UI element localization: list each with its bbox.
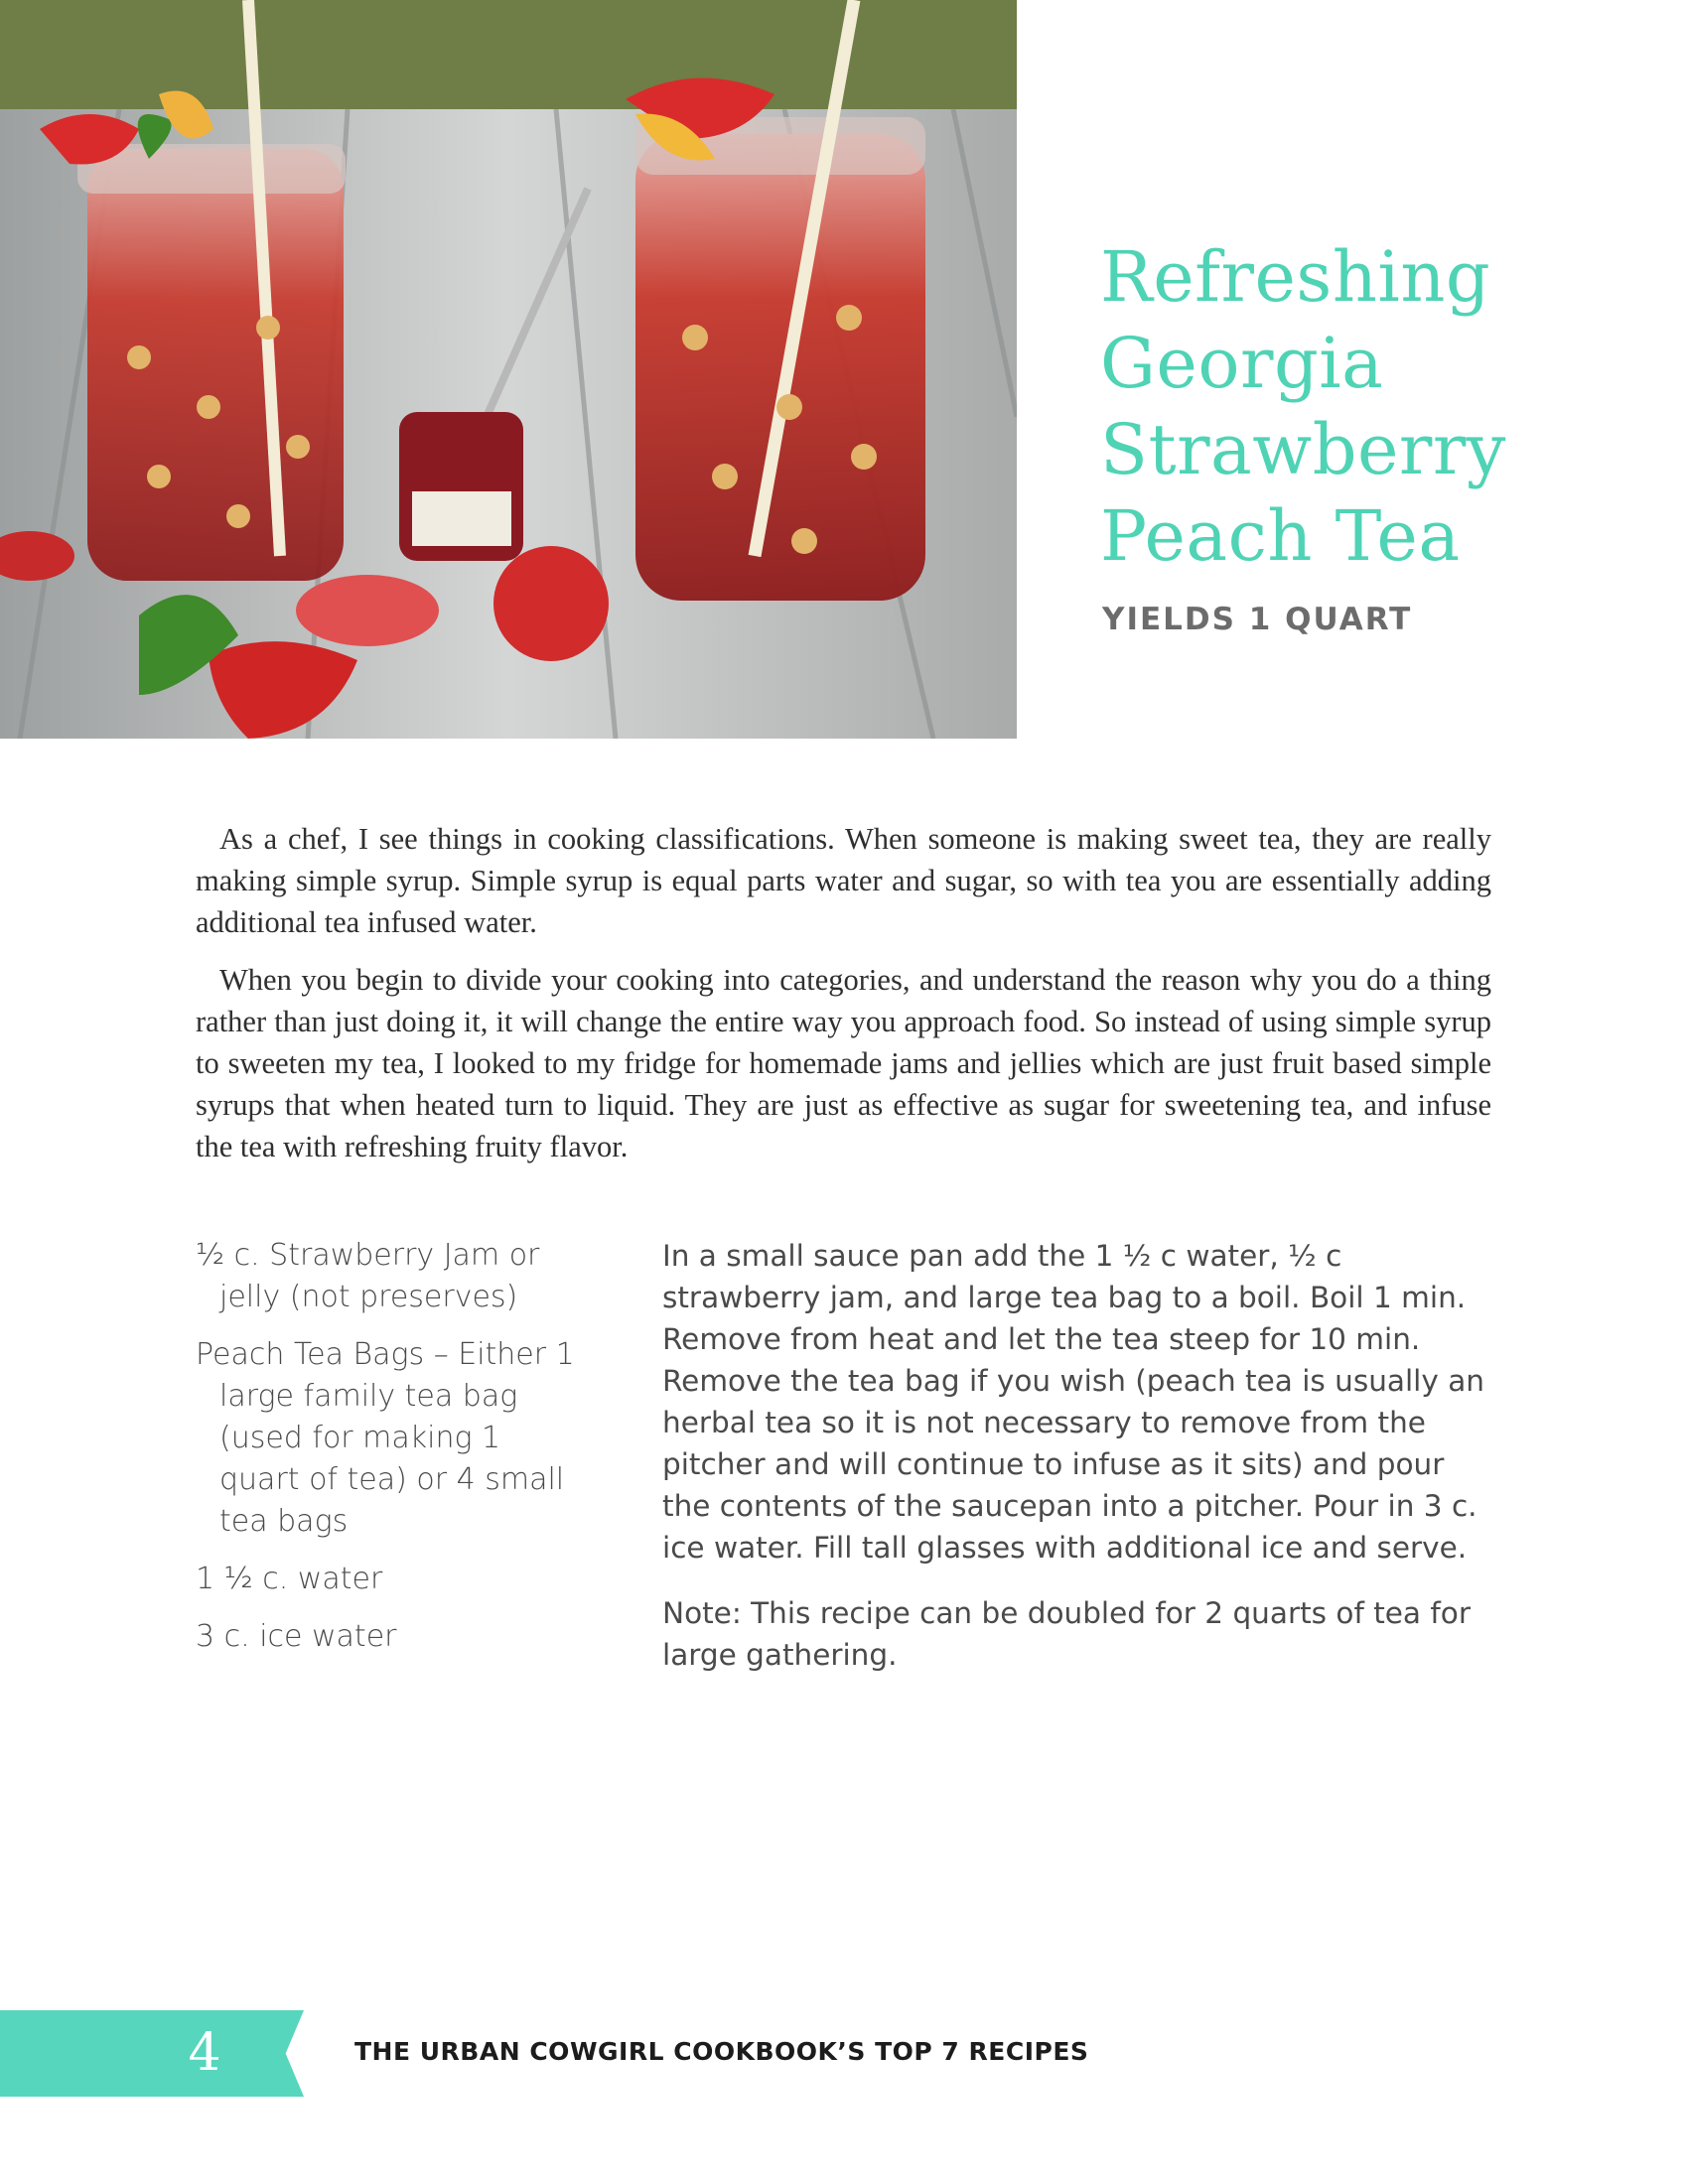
- running-footer-book-title: THE URBAN COWGIRL COOKBOOK’S TOP 7 RECIPES: [354, 2037, 1089, 2066]
- page-number: 4: [188, 2023, 221, 2083]
- ingredient-item: Peach Tea Bags – Either 1 large family tea bag (used for making 1 quart of tea) or 4 small tea bags: [196, 1337, 575, 1539]
- ingredient-item: 1 ½ c. water: [196, 1562, 383, 1596]
- intro-paragraph: As a chef, I see things in cooking classifications. When someone is making sweet tea, they are really making simple syrup. Simple syrup is equal parts water and sugar, so with tea you are essentially adding additional tea infused water.: [196, 822, 1491, 939]
- hero-photo-strawberry-peach-tea: [0, 0, 1017, 739]
- recipe-title-line-1: Refreshing: [1100, 236, 1491, 318]
- ingredient-item: ½ c. Strawberry Jam or jelly (not preserves): [196, 1238, 540, 1314]
- intro-paragraph: When you begin to divide your cooking into categories, and understand the reason why you do a thing rather than just doing it, it will change the entire way you approach food. So instead of using simple syrup to sweeten my tea, I looked to my fridge for homemade jams and jellies which are just fruit based simple syrups that when heated turn to liquid. They are just as effective as sugar for sweetening tea, and infuse the tea with refreshing fruity flavor.: [196, 963, 1491, 1163]
- ingredient-list: [196, 1235, 583, 1674]
- recipe-title-line-2: Georgia: [1100, 323, 1384, 404]
- recipe-title-line-3: Strawberry: [1100, 409, 1506, 490]
- recipe-note: Note: This recipe can be doubled for 2 quarts of tea for large gathering.: [662, 1596, 1471, 1672]
- tea-jars-illustration: [0, 0, 1017, 739]
- background-greenery: [0, 0, 1017, 119]
- ingredient-item: 3 c. ice water: [196, 1619, 397, 1654]
- recipe-yield: YIELDS 1 QUART: [1102, 602, 1413, 637]
- recipe-title-line-4: Peach Tea: [1100, 495, 1461, 577]
- recipe-intro: [196, 818, 1491, 1183]
- recipe-title: [1100, 234, 1656, 580]
- page-number-tab: [0, 2010, 304, 2097]
- direction-paragraph: In a small sauce pan add the 1 ½ c water, ½ c strawberry jam, and large tea bag to a boil. Boil 1 min. Remove from heat and let the tea steep for 10 min. Remove the tea bag if you wish (peach tea is usually an herbal tea so it is not necessary to remove from the pitcher and will continue to infuse as it sits) and pour the contents of the saucepan into a pitcher. Pour in 3 c. ice water. Fill tall glasses with additional ice and serve.: [662, 1239, 1484, 1565]
- recipe-directions: [662, 1235, 1496, 1700]
